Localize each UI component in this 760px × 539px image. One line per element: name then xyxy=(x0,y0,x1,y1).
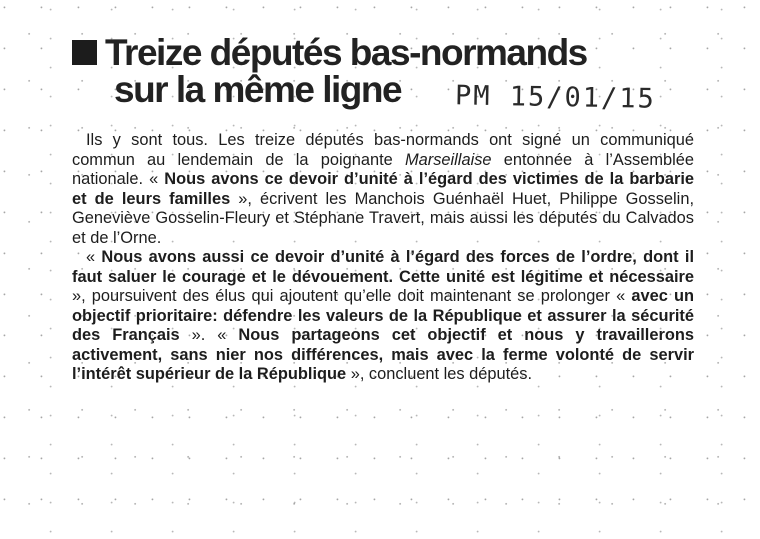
p2-quote-bold-1: Nous avons aussi ce devoir d’unité à l’égard des forces de l’ordre, dont il faut saluer le courage et le dévouement. Cette unité est légitime et nécessaire xyxy=(72,248,695,286)
p1-text: Ils y sont tous. Les treize députés bas-normands ont signé un communiqué commun au lendemain de la poignante xyxy=(72,131,694,169)
p1-text-2: entonnée à l’Assemblée nationale. « xyxy=(72,150,694,188)
paragraph-1 xyxy=(72,131,694,248)
headline-text-1: Treize députés bas-normands xyxy=(105,32,587,73)
handwritten-date-note: PM 15/01/15 xyxy=(454,80,657,115)
article-body xyxy=(72,131,694,385)
p1-quote-bold: Nous avons ce devoir d’unité à l’égard des victimes de la barbarie et de leurs familles xyxy=(72,170,695,208)
p2-quote-bold-2: avec un objectif prioritaire: défendre les valeurs de la République et assurer la sécurité des Français xyxy=(72,287,695,344)
p2-quote-bold-3: Nous partageons cet objectif et nous y travaillerons activement, sans nier nos différences, mais avec la ferme volonté de servir l’intérêt supérieur de la République xyxy=(72,326,694,383)
p1-italic: Marseillaise xyxy=(404,150,492,169)
p2-open-quote: « xyxy=(86,248,102,266)
headline-line-2: sur la même ligne xyxy=(114,69,402,110)
p1-text-3: », écrivent les Manchois Guénhaël Huet, Philippe Gosselin, Geneviève Gosselin-Fleury et Stéphane Travert, mais aussi les députés du Calvados et de l’Orne. xyxy=(72,189,694,247)
p2-text-3: », concluent les députés. xyxy=(346,365,533,383)
paragraph-2 xyxy=(72,248,694,385)
headline-line-1 xyxy=(72,34,722,71)
square-bullet-icon xyxy=(72,40,97,65)
p2-text: », poursuivent des élus qui ajoutent qu’elle doit maintenant se prolonger « xyxy=(72,287,632,305)
p2-text-2: ». « xyxy=(179,326,239,344)
